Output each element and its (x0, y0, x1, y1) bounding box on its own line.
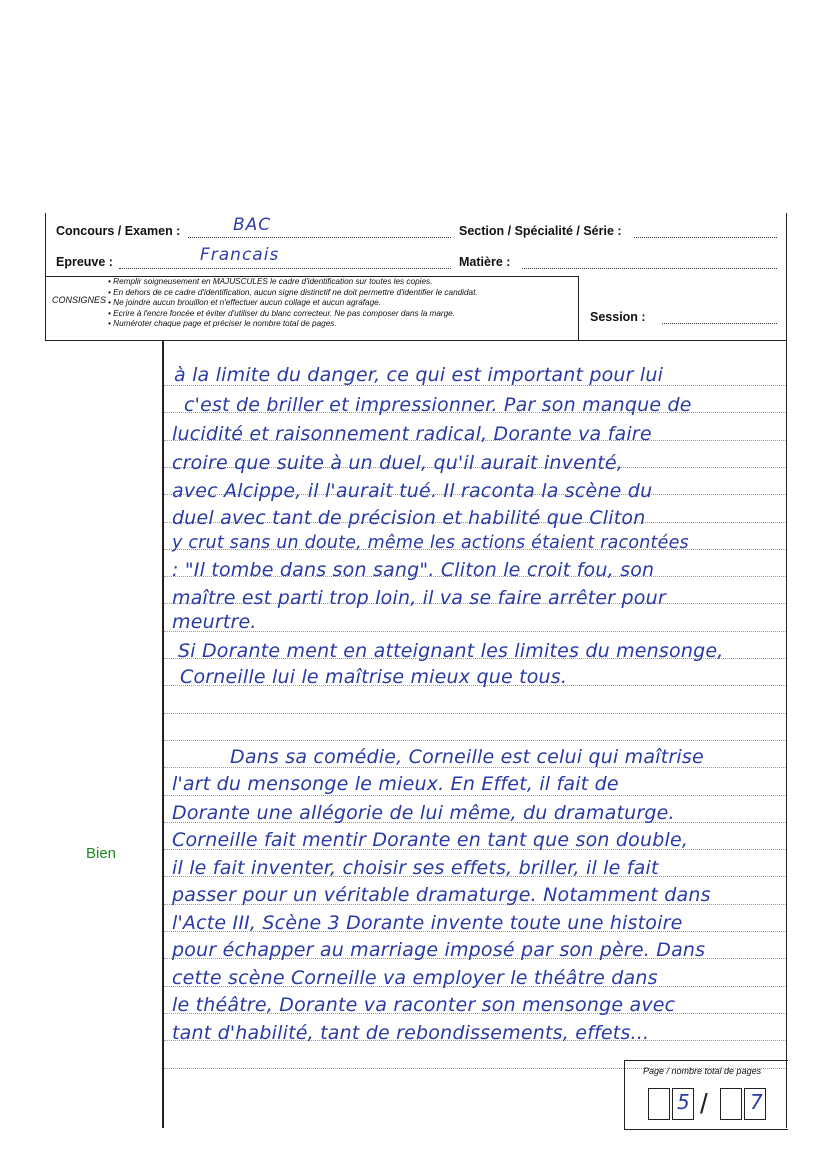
answer-line: meurtre. (172, 611, 257, 633)
answer-line: tant d'habilité, tant de rebondissements, effets... (172, 1022, 650, 1044)
answer-line: l'art du mensonge le mieux. En Effet, il fait de (172, 773, 619, 795)
ruled-line (164, 631, 786, 632)
answer-line: croire que suite à un duel, qu'il aurait inventé, (172, 452, 623, 474)
total-pages-box (720, 1088, 742, 1120)
page-number-value: 5 (677, 1090, 690, 1114)
epreuve-dotline (119, 268, 451, 269)
answer-line: Si Dorante ment en atteignant les limites du mensonge, (178, 640, 724, 662)
answer-line: Corneille lui le maîtrise mieux que tous. (180, 666, 568, 688)
consigne-item: • Numéroter chaque page et préciser le nombre total de pages. (108, 319, 578, 330)
page-counter-label: Page / nombre total de pages (643, 1066, 762, 1076)
matiere-label: Matière : (459, 255, 511, 269)
consignes-label: CONSIGNES (52, 295, 107, 305)
header-right-border (786, 213, 787, 341)
session-label: Session : (590, 310, 646, 324)
consigne-item: • Ecrire à l'encre foncée et éviter d'utiliser du blanc correcteur. Ne pas composer dans la marge. (108, 309, 578, 320)
concours-dotline (188, 237, 451, 238)
answer-line: avec Alcippe, il l'aurait tué. Il raconta la scène du (172, 480, 653, 502)
section-dotline (634, 237, 777, 238)
consigne-item: • En dehors de ce cadre d'identification, aucun signe distinctif ne doit permettre d'identifier le candidat. (108, 288, 578, 299)
answer-line: à la limite du danger, ce qui est important pour lui (174, 364, 664, 386)
grader-margin-note: Bien (86, 845, 117, 862)
concours-value: BAC (233, 215, 272, 235)
page-separator: / (700, 1088, 708, 1119)
answer-line: : "Il tombe dans son sang". Cliton le croit fou, son (172, 559, 655, 581)
answer-line: Corneille fait mentir Dorante en tant que son double, (172, 829, 689, 851)
page-number-box (648, 1088, 670, 1120)
answer-line: duel avec tant de précision et habilité que Cliton (172, 507, 646, 529)
section-label: Section / Spécialité / Série : (459, 224, 622, 238)
concours-label: Concours / Examen : (56, 224, 181, 238)
answer-line: le théâtre, Dorante va raconter son mensonge avec (172, 994, 676, 1016)
total-pages-value: 7 (750, 1090, 763, 1114)
consignes-list (108, 277, 578, 330)
answer-line: y crut sans un doute, même les actions étaient racontées (172, 533, 689, 553)
epreuve-value: Francais (200, 245, 280, 265)
ruled-line (164, 713, 786, 714)
consigne-item: • Ne joindre aucun brouillon et n'effectuer aucun collage et aucun agrafage. (108, 298, 578, 309)
answer-line: c'est de briller et impressionner. Par son manque de (184, 394, 692, 416)
consigne-item: • Remplir soigneusement en MAJUSCULES le cadre d'identification sur toutes les copies. (108, 277, 578, 288)
answer-line: Dans sa comédie, Corneille est celui qui maîtrise (230, 746, 704, 768)
answer-line: lucidité et raisonnement radical, Dorante va faire (172, 423, 652, 445)
identification-header (45, 213, 787, 341)
ruled-line (164, 740, 786, 741)
answer-line: l'Acte III, Scène 3 Dorante invente toute une histoire (172, 912, 683, 934)
answer-line: passer pour un véritable dramaturge. Notamment dans (172, 884, 711, 906)
session-dotline (662, 323, 777, 324)
answer-line: maître est parti trop loin, il va se faire arrêter pour (172, 587, 666, 609)
answer-line: Dorante une allégorie de lui même, du dramaturge. (172, 802, 675, 824)
answer-line: il le fait inventer, choisir ses effets, briller, il le fait (172, 857, 659, 879)
answer-line: pour échapper au marriage imposé par son père. Dans (172, 939, 706, 961)
page-right-border (786, 341, 787, 1128)
matiere-dotline (522, 268, 777, 269)
epreuve-label: Epreuve : (56, 255, 113, 269)
answer-line: cette scène Corneille va employer le théâtre dans (172, 967, 658, 989)
